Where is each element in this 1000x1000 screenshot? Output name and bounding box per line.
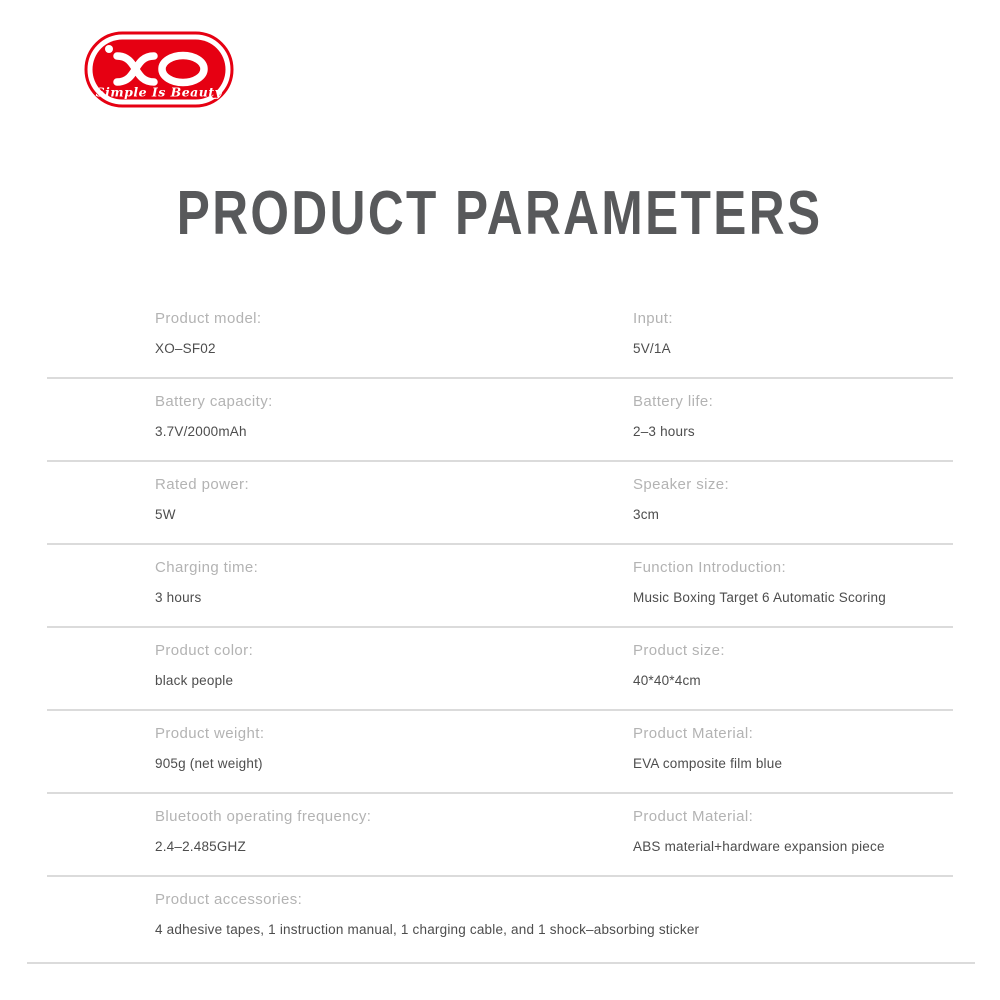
spec-value: 2–3 hours (633, 424, 695, 439)
spec-cell (633, 725, 953, 772)
page-title: PRODUCT PARAMETERS (177, 179, 823, 248)
spec-label: Bluetooth operating frequency: (155, 808, 372, 825)
logo-tagline: Simple Is Beauty (95, 84, 223, 100)
spec-row (47, 711, 953, 794)
spec-label: Product size: (633, 642, 725, 659)
spec-value: 5W (155, 507, 176, 522)
spec-row-accessories (27, 877, 975, 964)
spec-label: Battery capacity: (155, 393, 273, 410)
spec-row (47, 462, 953, 545)
spec-row (47, 379, 953, 462)
spec-cell (47, 393, 633, 440)
spec-label: Product color: (155, 642, 254, 659)
spec-row (47, 628, 953, 711)
spec-label: Charging time: (155, 559, 259, 576)
spec-value: 3 hours (155, 590, 202, 605)
spec-value: Music Boxing Target 6 Automatic Scoring (633, 590, 886, 605)
title-row (0, 178, 1000, 249)
spec-label: Input: (633, 310, 673, 327)
spec-cell (633, 310, 953, 357)
spec-cell (47, 725, 633, 772)
spec-cell (633, 476, 953, 523)
spec-label: Speaker size: (633, 476, 730, 493)
spec-cell (47, 642, 633, 689)
spec-label: Product model: (155, 310, 262, 327)
spec-value: 2.4–2.485GHZ (155, 839, 246, 854)
spec-label: Product Material: (633, 808, 754, 825)
spec-cell (633, 808, 953, 855)
spec-value: 905g (net weight) (155, 756, 263, 771)
spec-cell (47, 476, 633, 523)
spec-label: Product Material: (633, 725, 754, 742)
spec-cell (47, 310, 633, 357)
spec-label: Product accessories: (155, 891, 303, 908)
spec-value: XO–SF02 (155, 341, 216, 356)
spec-value: 4 adhesive tapes, 1 instruction manual, 1 charging cable, and 1 shock–absorbing sticker (155, 922, 700, 937)
spec-label: Rated power: (155, 476, 250, 493)
spec-cell (633, 642, 953, 689)
spec-row (47, 296, 953, 379)
spec-value: 3cm (633, 507, 660, 522)
spec-value: 5V/1A (633, 341, 671, 356)
spec-value: EVA composite film blue (633, 756, 783, 771)
spec-value: 3.7V/2000mAh (155, 424, 247, 439)
spec-value: ABS material+hardware expansion piece (633, 839, 885, 854)
spec-row (47, 794, 953, 877)
spec-cell (47, 808, 633, 855)
spec-cell (633, 559, 953, 606)
spec-value: 40*40*4cm (633, 673, 701, 688)
xo-brand-logo (84, 31, 234, 108)
spec-label: Function Introduction: (633, 559, 787, 576)
spec-table (47, 296, 953, 964)
xo-logo-icon (84, 31, 234, 108)
spec-cell (633, 393, 953, 440)
spec-row (47, 545, 953, 628)
spec-value: black people (155, 673, 234, 688)
spec-cell (47, 559, 633, 606)
spec-label: Product weight: (155, 725, 265, 742)
spec-label: Battery life: (633, 393, 714, 410)
